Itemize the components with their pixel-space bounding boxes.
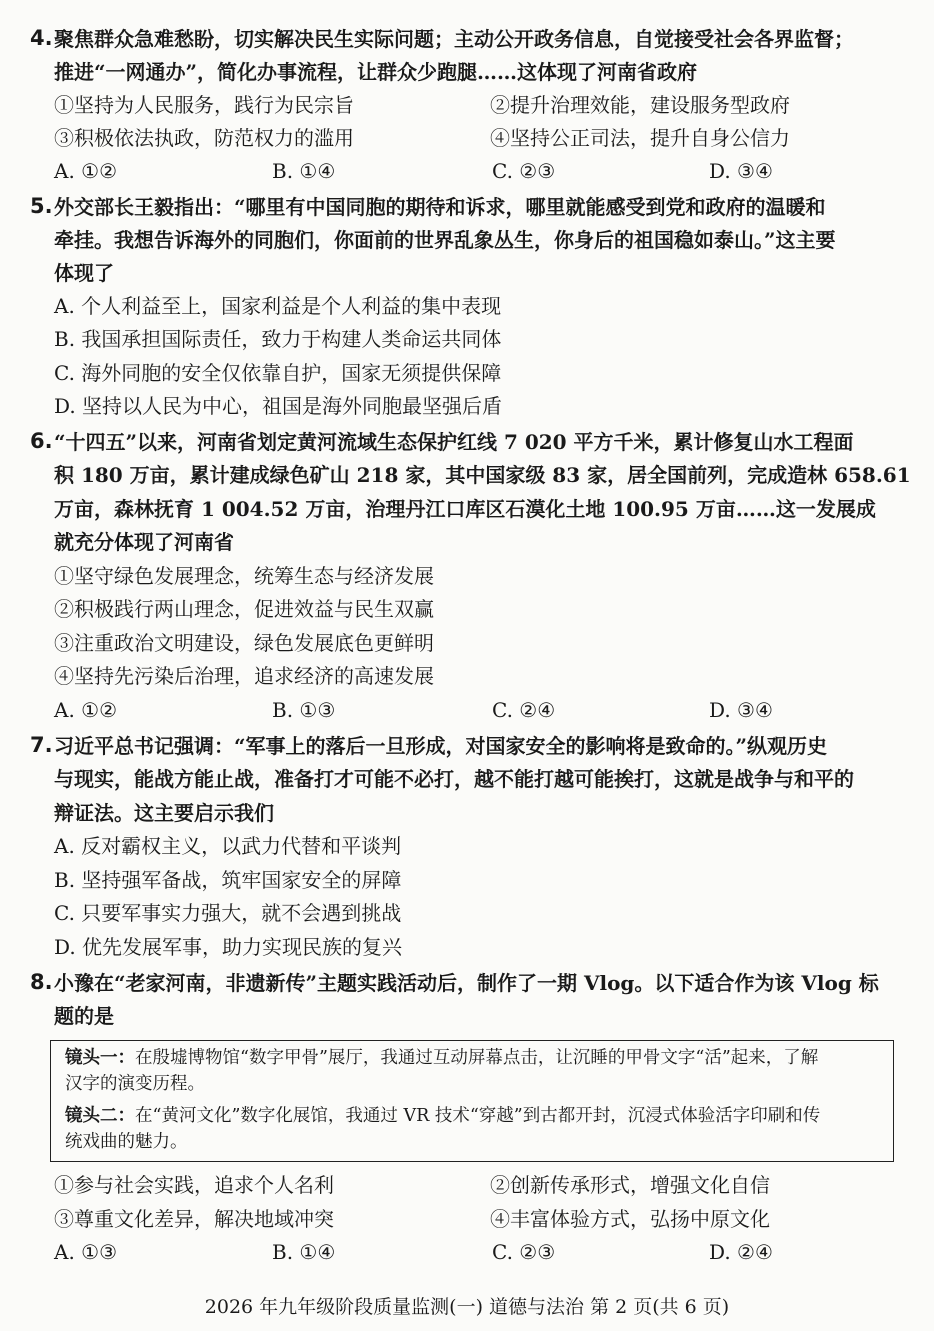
choice-c: C. ②④ — [492, 698, 556, 722]
choice-a: A. ①② — [54, 698, 118, 722]
question-stem-line: 体现了 — [54, 261, 114, 285]
statement: ④坚持先污染后治理，追求经济的高速发展 — [54, 664, 434, 688]
choice-b: B. 我国承担国际责任，致力于构建人类命运共同体 — [54, 327, 502, 351]
statement: ①参与社会实践，追求个人名利 — [54, 1173, 334, 1197]
vlog-shots-box — [50, 1040, 894, 1162]
choice-c: C. 只要军事实力强大，就不会遇到挑战 — [54, 901, 402, 925]
question-stem-line: 牵挂。我想告诉海外的同胞们，你面前的世界乱象丛生，你身后的祖国稳如泰山。”这主要 — [54, 228, 836, 252]
question-number: 7. — [30, 733, 53, 757]
choice-a: A. 个人利益至上，国家利益是个人利益的集中表现 — [54, 294, 502, 318]
statement: ④坚持公正司法，提升自身公信力 — [490, 126, 790, 150]
choice-d: D. 坚持以人民为中心，祖国是海外同胞最坚强后盾 — [54, 394, 503, 418]
choice-d: D. ③④ — [709, 698, 773, 722]
statement: ④丰富体验方式，弘扬中原文化 — [490, 1207, 770, 1231]
shot-2-text: 在“黄河文化”数字化展馆，我通过 VR 技术“穿越”到古都开封，沉浸式体验活字印刷和传 — [135, 1106, 821, 1126]
choice-a: A. ①② — [54, 159, 118, 183]
question-number: 6. — [30, 429, 53, 453]
question-stem-line: 小豫在“老家河南，非遗新传”主题实践活动后，制作了一期 Vlog。以下适合作为该 Vlog 标 — [54, 971, 879, 995]
question-stem-line: 与现实，能战方能止战，准备打才可能不必打，越不能打越可能挨打，这就是战争与和平的 — [54, 767, 854, 791]
shot-1-line — [65, 1046, 818, 1070]
statement: ②积极践行两山理念，促进效益与民生双赢 — [54, 597, 434, 621]
shot-2-line: 统戏曲的魅力。 — [65, 1132, 188, 1152]
shot-1-line: 汉字的演变历程。 — [65, 1074, 205, 1094]
statement: ③注重政治文明建设，绿色发展底色更鲜明 — [54, 631, 434, 655]
choice-d: D. ③④ — [709, 159, 773, 183]
question-number: 5. — [30, 194, 53, 218]
choice-b: B. 坚持强军备战，筑牢国家安全的屏障 — [54, 868, 402, 892]
question-stem-line: 习近平总书记强调：“军事上的落后一旦形成，对国家安全的影响将是致命的。”纵观历史 — [54, 734, 828, 758]
question-stem-line: 就充分体现了河南省 — [54, 530, 234, 554]
question-stem-line: 聚焦群众急难愁盼，切实解决民生实际问题；主动公开政务信息，自觉接受社会各界监督； — [54, 27, 854, 51]
statement: ②创新传承形式，增强文化自信 — [490, 1173, 770, 1197]
question-stem-line: “十四五”以来，河南省划定黄河流域生态保护红线 7 020 平方千米，累计修复山水工程面 — [54, 430, 854, 454]
statement: ②提升治理效能，建设服务型政府 — [490, 93, 790, 117]
question-stem-line: 万亩，森林抚育 1 004.52 万亩，治理丹江口库区石漠化土地 100.95 万亩……这一发展成 — [54, 497, 876, 521]
choice-c: C. 海外同胞的安全仅依靠自护，国家无须提供保障 — [54, 361, 502, 385]
question-stem-line: 辩证法。这主要启示我们 — [54, 801, 274, 825]
statement: ③尊重文化差异，解决地域冲突 — [54, 1207, 334, 1231]
question-stem-line: 推进“一网通办”，简化办事流程，让群众少跑腿……这体现了河南省政府 — [54, 60, 698, 84]
choice-b: B. ①③ — [272, 698, 336, 722]
question-number: 4. — [30, 26, 53, 50]
choice-b: B. ①④ — [272, 159, 336, 183]
question-stem-line: 题的是 — [54, 1004, 114, 1028]
shot-1-text: 在殷墟博物馆“数字甲骨”展厅，我通过互动屏幕点击，让沉睡的甲骨文字“活”起来，了解 — [135, 1048, 819, 1068]
statement: ①坚持为人民服务，践行为民宗旨 — [54, 93, 354, 117]
statement: ③积极依法执政，防范权力的滥用 — [54, 126, 354, 150]
choice-c: C. ②③ — [492, 159, 556, 183]
question-number: 8. — [30, 970, 53, 994]
shot-2-label: 镜头二： — [65, 1106, 135, 1126]
choice-a: A. 反对霸权主义，以武力代替和平谈判 — [54, 834, 402, 858]
choice-c: C. ②③ — [492, 1240, 556, 1264]
shot-1-label: 镜头一： — [65, 1048, 135, 1068]
shot-2-line — [65, 1104, 820, 1128]
choice-d: D. 优先发展军事，助力实现民族的复兴 — [54, 935, 403, 959]
page-footer: 2026 年九年级阶段质量监测(一) 道德与法治 第 2 页(共 6 页) — [204, 1296, 730, 1318]
choice-b: B. ①④ — [272, 1240, 336, 1264]
question-stem-line: 积 180 万亩，累计建成绿色矿山 218 家，其中国家级 83 家，居全国前列，完成造林 658.61 — [54, 463, 911, 487]
choice-d: D. ②④ — [709, 1240, 773, 1264]
statement: ①坚守绿色发展理念，统筹生态与经济发展 — [54, 564, 434, 588]
question-stem-line: 外交部长王毅指出：“哪里有中国同胞的期待和诉求，哪里就能感受到党和政府的温暖和 — [54, 195, 826, 219]
choice-a: A. ①③ — [54, 1240, 118, 1264]
